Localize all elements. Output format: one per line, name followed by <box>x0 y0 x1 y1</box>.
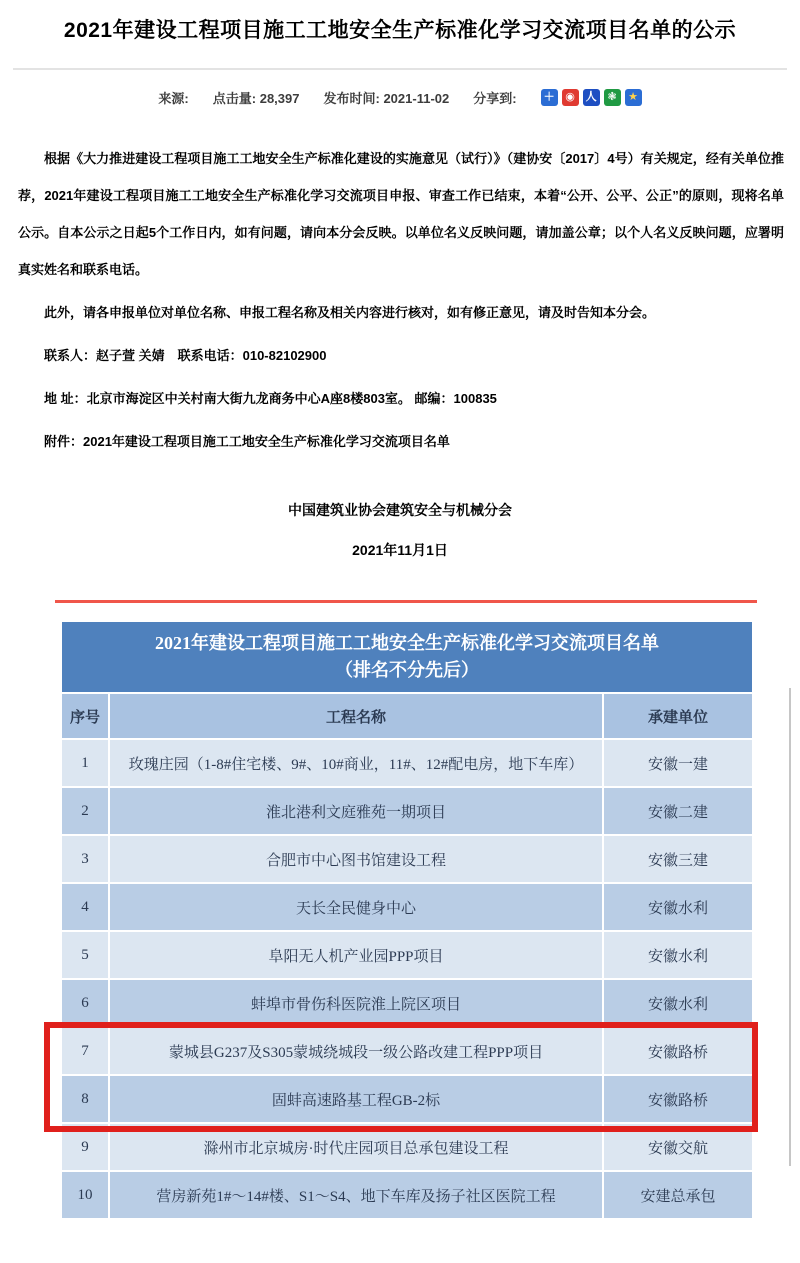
source-label: 来源: <box>158 91 189 106</box>
publish-time: 发布时间: 2021-11-02 <box>323 91 450 106</box>
cell-company: 安徽三建 <box>604 836 752 882</box>
col-header-company: 承建单位 <box>604 694 752 738</box>
cell-no: 9 <box>62 1124 108 1170</box>
share-label: 分享到: <box>473 91 517 106</box>
cell-project: 合肥市中心图书馆建设工程 <box>110 836 602 882</box>
table-title: 2021年建设工程项目施工工地安全生产标准化学习交流项目名单 （排名不分先后） <box>62 622 752 692</box>
table-row <box>62 1076 752 1122</box>
share-more-icon[interactable]: ＋ <box>541 89 558 106</box>
cell-no: 7 <box>62 1028 108 1074</box>
table-row <box>62 932 752 978</box>
table-row <box>62 1172 752 1218</box>
body-paragraph-1: 根据《大力推进建设工程项目施工工地安全生产标准化建设的实施意见（试行）》（建协安〔2017〕4号）有关规定，经有关单位推荐，2021年建设工程项目施工工地安全生产标准化学习交流项目申报、审查工作已结束，本着“公开、公平、公正”的原则，现将名单公示。自本公示之日起5个工作日内，如有问题，请向本分会反映。以单位名义反映问题，请加盖公章；以个人名义反映问题，应署明真实姓名和联系电话。 <box>18 151 784 277</box>
cell-no: 10 <box>62 1172 108 1218</box>
views-value: 28,397 <box>259 91 300 106</box>
page-title: 2021年建设工程项目施工工地安全生产标准化学习交流项目名单的公示 <box>63 19 737 42</box>
qzone-share-icon[interactable]: ★ <box>625 89 642 106</box>
page-edge-line <box>789 688 791 1166</box>
red-divider <box>55 600 757 603</box>
cell-company: 安徽水利 <box>604 884 752 930</box>
cell-project: 滁州市北京城房·时代庄园项目总承包建设工程 <box>110 1124 602 1170</box>
col-header-no: 序号 <box>62 694 108 738</box>
cell-company: 安建总承包 <box>604 1172 752 1218</box>
address-line: 地 址：北京市海淀区中关村南大街九龙商务中心A座8楼803室。 邮编：100835 <box>44 391 497 406</box>
cell-project: 蚌埠市骨伤科医院淮上院区项目 <box>110 980 602 1026</box>
body-paragraph-2: 此外，请各申报单位对单位名称、申报工程名称及相关内容进行核对，如有修正意见，请及时告知本分会。 <box>44 305 656 320</box>
cell-no: 5 <box>62 932 108 978</box>
table-row <box>62 836 752 882</box>
cell-project: 营房新苑1#～14#楼、S1～S4、地下车库及扬子社区医院工程 <box>110 1172 602 1218</box>
title-divider <box>13 68 787 70</box>
cell-company: 安徽一建 <box>604 740 752 786</box>
cell-no: 4 <box>62 884 108 930</box>
project-table-body <box>62 622 752 1218</box>
cell-company: 安徽路桥 <box>604 1076 752 1122</box>
views-counter: 点击量: 28,397 <box>212 91 300 106</box>
meta-bar <box>0 88 800 107</box>
cell-company: 安徽二建 <box>604 788 752 834</box>
attachment-line: 附件：2021年建设工程项目施工工地安全生产标准化学习交流项目名单 <box>44 434 450 449</box>
table-row <box>62 980 752 1026</box>
table-header-row <box>62 694 752 738</box>
cell-company: 安徽水利 <box>604 980 752 1026</box>
cell-company: 安徽水利 <box>604 932 752 978</box>
cell-no: 1 <box>62 740 108 786</box>
table-row <box>62 788 752 834</box>
col-header-project: 工程名称 <box>110 694 602 738</box>
cell-company: 安徽交航 <box>604 1124 752 1170</box>
wechat-share-icon[interactable]: ❃ <box>604 89 621 106</box>
table-title-row <box>62 622 752 692</box>
weibo-share-icon[interactable]: ◉ <box>562 89 579 106</box>
cell-no: 2 <box>62 788 108 834</box>
cell-no: 8 <box>62 1076 108 1122</box>
cell-project: 天长全民健身中心 <box>110 884 602 930</box>
table-row <box>62 1028 752 1074</box>
cell-company: 安徽路桥 <box>604 1028 752 1074</box>
signature-org: 中国建筑业协会建筑安全与机械分会 <box>288 502 512 518</box>
cell-no: 3 <box>62 836 108 882</box>
qq-share-icon[interactable]: 人 <box>583 89 600 106</box>
signature-date: 2021年11月1日 <box>352 542 448 558</box>
table-row <box>62 1124 752 1170</box>
cell-no: 6 <box>62 980 108 1026</box>
table-row <box>62 884 752 930</box>
table-row <box>62 740 752 786</box>
contact-line: 联系人：赵子萱 关婧 联系电话：010-82102900 <box>44 348 327 363</box>
project-list-table <box>60 620 754 1220</box>
cell-project: 淮北港利文庭雅苑一期项目 <box>110 788 602 834</box>
share-icons <box>541 89 642 106</box>
publish-value: 2021-11-02 <box>383 91 450 106</box>
cell-project: 固蚌高速路基工程GB-2标 <box>110 1076 602 1122</box>
announcement-body <box>18 140 784 466</box>
cell-project: 玫瑰庄园（1-8#住宅楼、9#、10#商业，11#、12#配电房，地下车库） <box>110 740 602 786</box>
cell-project: 蒙城县G237及S305蒙城绕城段一级公路改建工程PPP项目 <box>110 1028 602 1074</box>
cell-project: 阜阳无人机产业园PPP项目 <box>110 932 602 978</box>
